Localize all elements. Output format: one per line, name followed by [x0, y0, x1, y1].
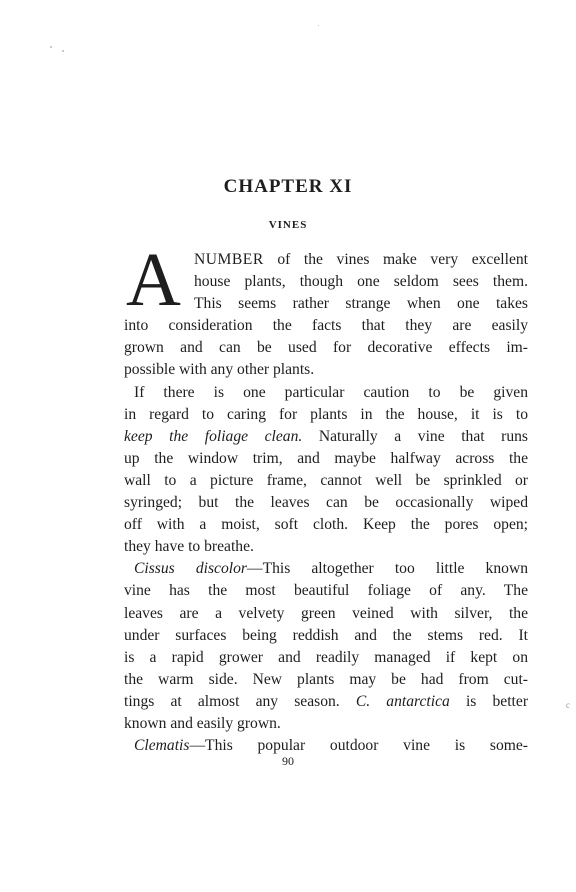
text-line: possible with any other plants. [124, 361, 315, 379]
text-line: is a rapid grower and readily managed if kept on [124, 648, 528, 666]
margin-mark: c [566, 700, 570, 710]
text-line: syringed; but the leaves can be occasionally wiped [124, 494, 528, 512]
text-span: —This popular outdoor vine is some- [189, 737, 528, 755]
text-line: off with a moist, soft cloth. Keep the pores open; [124, 516, 528, 534]
italic-plant-name: Clematis [134, 737, 190, 755]
italic-phrase: keep the foliage clean. [124, 427, 303, 445]
text-line: This seems rather strange when one takes [194, 295, 528, 313]
italic-plant-name: Cissus discolor [134, 560, 247, 578]
text-line [124, 691, 528, 713]
section-title: VINES [268, 219, 308, 231]
text-line: leaves are a velvety green veined with silver, the [124, 604, 528, 622]
text-span: of the vines make very excellent [263, 251, 528, 268]
text-line: under surfaces being reddish and the stems red. It [124, 626, 528, 644]
text-line [194, 249, 528, 271]
text-line: they have to breathe. [124, 538, 254, 556]
chapter-title: CHAPTER XI [223, 176, 353, 197]
page-number: 90 [282, 754, 294, 768]
text-line: into consideration the facts that they are easily [124, 317, 528, 335]
text-span: tings at almost any season. [124, 692, 356, 710]
text-line: vine has the most beautiful foliage of any. The [124, 582, 528, 600]
text-line: in regard to caring for plants in the house, it is to [124, 405, 528, 423]
text-span: —This altogether too little known [246, 560, 529, 578]
text-line: the warm side. New plants may be had from cut- [124, 670, 528, 688]
italic-plant-name: C. antarctica [355, 692, 450, 710]
text-line [124, 558, 528, 580]
paper-speck [62, 50, 64, 52]
drop-cap: A [126, 238, 181, 322]
text-line: house plants, though one seldom sees them. [194, 273, 528, 291]
text-line: grown and can be used for decorative effects im- [124, 339, 528, 357]
paragraph-cissus [124, 558, 528, 735]
text-line: wall to a picture frame, cannot well be sprinkled or [124, 471, 528, 489]
paragraph-intro [124, 238, 528, 382]
text-line: known and easily grown. [124, 714, 281, 732]
text-span: is better [449, 692, 529, 710]
small-caps-word: NUMBER [194, 251, 264, 268]
text-line: up the window trim, and maybe halfway across the [124, 449, 528, 467]
paragraph-caution [124, 382, 528, 559]
text-span: Naturally a vine that runs [302, 427, 528, 445]
text-line [124, 426, 528, 448]
page-body [124, 238, 529, 757]
paper-speck [50, 46, 52, 48]
text-line: If there is one particular caution to be given [134, 383, 528, 401]
paper-speck [318, 25, 319, 26]
